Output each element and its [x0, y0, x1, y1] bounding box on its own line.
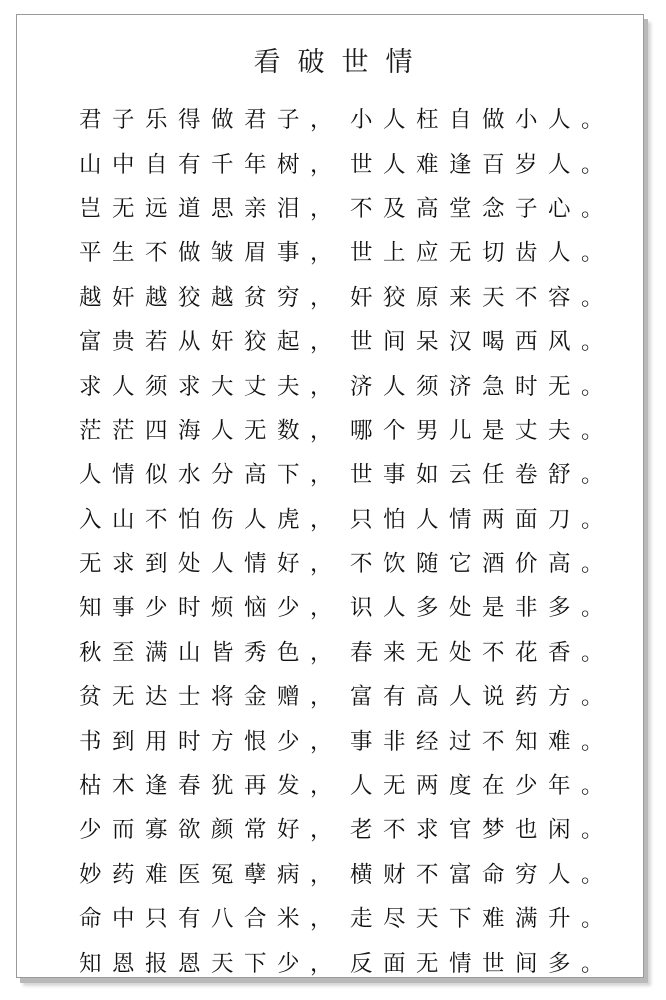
line-first-half: 命中只有八合米， — [79, 906, 344, 933]
line-second-half: 哪个男儿是丈夫。 — [350, 417, 615, 444]
line-first-half: 岂无远道思亲泪， — [79, 195, 344, 222]
line-first-half: 富贵若从奸狡起， — [79, 329, 344, 356]
line-first-half: 人情似水分高下， — [79, 462, 344, 489]
poem-line — [79, 717, 619, 761]
poem-line — [79, 407, 619, 451]
poem-line — [79, 274, 619, 318]
line-first-half: 山中自有千年树， — [79, 151, 344, 178]
line-second-half: 世人难逢百岁人。 — [350, 151, 615, 178]
line-second-half: 反面无情世间多。 — [350, 950, 615, 977]
line-second-half: 人无两度在少年。 — [350, 773, 615, 800]
line-second-half: 小人枉自做小人。 — [350, 107, 615, 134]
poem-body — [79, 96, 619, 984]
line-first-half: 求人须求大丈夫， — [79, 373, 344, 400]
line-second-half: 识人多处是非多。 — [350, 595, 615, 622]
line-second-half: 走尽天下难满升。 — [350, 906, 615, 933]
line-first-half: 茫茫四海人无数， — [79, 417, 344, 444]
line-second-half: 富有高人说药方。 — [350, 684, 615, 711]
line-first-half: 入山不怕伤人虎， — [79, 506, 344, 533]
line-first-half: 知事少时烦恼少， — [79, 595, 344, 622]
line-first-half: 贫无达士将金赠， — [79, 684, 344, 711]
poem-line — [79, 851, 619, 895]
poem-line — [79, 185, 619, 229]
line-second-half: 不及高堂念子心。 — [350, 195, 615, 222]
line-second-half: 世事如云任卷舒。 — [350, 462, 615, 489]
line-second-half: 事非经过不知难。 — [350, 728, 615, 755]
poem-line — [79, 96, 619, 140]
line-first-half: 平生不做皱眉事， — [79, 240, 344, 267]
line-second-half: 奸狡原来天不容。 — [350, 284, 615, 311]
line-first-half: 君子乐得做君子， — [79, 107, 344, 134]
line-first-half: 书到用时方恨少， — [79, 728, 344, 755]
poem-line — [79, 673, 619, 717]
line-second-half: 世上应无切齿人。 — [350, 240, 615, 267]
poem-line — [79, 629, 619, 673]
line-first-half: 越奸越狡越贫穷， — [79, 284, 344, 311]
poem-line — [79, 229, 619, 273]
poem-line — [79, 895, 619, 939]
line-second-half: 不饮随它酒价高。 — [350, 551, 615, 578]
poem-line — [79, 762, 619, 806]
line-first-half: 无求到处人情好， — [79, 551, 344, 578]
poem-line — [79, 318, 619, 362]
line-first-half: 知恩报恩天下少， — [79, 950, 344, 977]
line-first-half: 枯木逢春犹再发， — [79, 773, 344, 800]
line-second-half: 济人须济急时无。 — [350, 373, 615, 400]
poem-line — [79, 451, 619, 495]
poem-line — [79, 362, 619, 406]
line-second-half: 老不求官梦也闲。 — [350, 817, 615, 844]
poem-line — [79, 584, 619, 628]
poem-line — [79, 140, 619, 184]
poem-line — [79, 939, 619, 983]
poem-line — [79, 806, 619, 850]
poem-line — [79, 540, 619, 584]
page-title: 看破世情 — [253, 47, 430, 78]
line-second-half: 春来无处不花香。 — [350, 639, 615, 666]
line-first-half: 妙药难医冤孽病， — [79, 861, 344, 888]
line-first-half: 少而寡欲颜常好， — [79, 817, 344, 844]
line-first-half: 秋至满山皆秀色， — [79, 639, 344, 666]
line-second-half: 只怕人情两面刀。 — [350, 506, 615, 533]
line-second-half: 横财不富命穷人。 — [350, 861, 615, 888]
line-second-half: 世间呆汉喝西风。 — [350, 329, 615, 356]
poem-line — [79, 496, 619, 540]
